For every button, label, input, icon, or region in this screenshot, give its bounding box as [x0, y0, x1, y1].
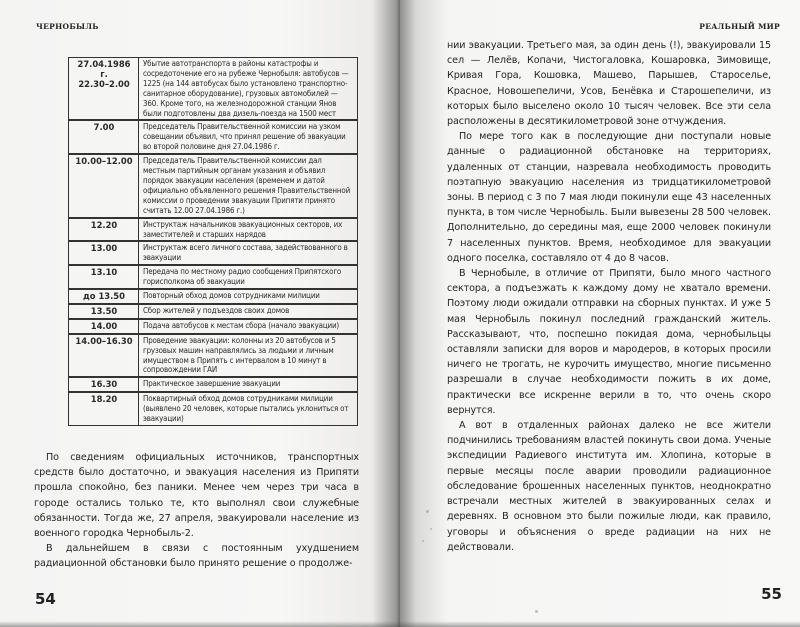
- table-row: [69, 377, 358, 392]
- time-cell: 13.10: [69, 265, 139, 289]
- table-row: [69, 154, 358, 217]
- scan-speck: [426, 510, 429, 513]
- paragraph: нии эвакуации. Третьего мая, за один день (!), эвакуировали 15 сел — Лелёв, Копачи, Чистогаловка, Кошаровка, Зимовище, Кривая Гора, Кошовка, Машево, Парышев, Староселье, Красное, Новошепеличи, Усов, Бенёвка и Старошепеличи, из которых было выселено около 10 тысяч человек. Все эти села расположены в десятикилометровой зоне отчуждения.: [447, 40, 771, 128]
- time-cell: 14.00–16.30: [69, 334, 139, 378]
- page-edge-shadow: [0, 621, 400, 627]
- time-cell: 13.50: [69, 304, 139, 319]
- running-head-left: ЧЕРНОБЫЛЬ: [36, 22, 99, 31]
- table-row: [69, 241, 358, 265]
- table-row: [69, 392, 358, 425]
- event-cell: Подача автобусов к местам сбора (начало эвакуации): [139, 319, 358, 334]
- time-cell: 14.00: [69, 319, 139, 334]
- table-row: [69, 319, 358, 334]
- event-cell: Повторный обход домов сотрудниками милиции: [139, 289, 358, 304]
- table-row: [69, 289, 358, 304]
- table-row: [69, 58, 358, 121]
- paragraph: По сведениям официальных источников, транспортных средств было достаточно, и эвакуация населения из Припяти прошла спокойно, без паники. Менее чем через три часа в городе остались только те, кто выполнял свои служебные обязанности. Тогда же, 27 апреля, эвакуировали население из военного городка Чернобыль-2.: [34, 452, 359, 540]
- scan-speck: [430, 528, 432, 530]
- paragraph: По мере того как в последующие дни поступали новые данные о радиационной обстановке на территориях, удаленных от станции, назревала необходимость проводить поэтапную эвакуацию населения из тридцатикилометровой зоны. В период с 3 по 7 мая люди покинули еще 43 населенных пункта, в том числе Чернобыль. Были вывезены 28 500 человек. Дополнительно, до середины мая, еще 2000 человек покинули 7 населенных пунктов. Время, необходимое для эвакуации одного поселка, составляло от 4 до 8 часов.: [447, 131, 771, 264]
- paragraph: А вот в отдаленных районах далеко не все жители подчинились требованиям властей покинуть свои дома. Ученые экспедиции Радиевого института им. Хлопина, которые в первые месяцы после аварии проводили радиационное обследование брошенных населенных пунктов, неоднократно встречали местных жителей в эвакуированных селах и деревнях. В основном это были пожилые люди, как правило, уговоры и объяснения о вреде радиации на них не действовали.: [447, 420, 771, 553]
- table-row: [69, 304, 358, 319]
- paragraph: В Чернобыле, в отличие от Припяти, было много частного сектора, а подъезжать к каждому дому не хватало времени. Поэтому люди ожидали отправки на сборных пунктах. И уже 5 мая Чернобыль покинул последний гражданский житель. Рассказывают, что, поспешно покидая дома, чернобыльцы оставляли записки для воров и мародеров, в которых просили ничего не трогать, не курочить имущество, многие письменно разрешали в случае необходимости пожить в их доме, практически все искренне верили в то, что очень скоро вернутся.: [447, 268, 771, 416]
- page-edge-shadow: [400, 621, 800, 627]
- table-row: [69, 218, 358, 242]
- left-page-text: [34, 450, 359, 572]
- event-cell: Председатель Правительственной комиссии на узком совещании объявил, что принял решение об эвакуации во второй половине дня 27.04.1986 г.: [139, 120, 358, 154]
- right-page: [400, 0, 800, 627]
- paragraph: В дальнейшем в связи с постоянным ухудшением радиационной обстановки было принято решение о продолже-: [34, 543, 359, 570]
- time-cell: 18.20: [69, 392, 139, 425]
- time-cell: 13.00: [69, 241, 139, 265]
- time-cell: 27.04.1986 г. 22.30–2.00: [69, 58, 139, 121]
- page-number-left: 54: [35, 590, 56, 608]
- time-cell: 16.30: [69, 377, 139, 392]
- event-cell: Инструктаж всего личного состава, задействованного в эвакуации: [139, 241, 358, 265]
- event-cell: Передача по местному радио сообщения Припятского горисполкома об эвакуации: [139, 265, 358, 289]
- right-page-text: [447, 38, 771, 555]
- running-head-right: РЕАЛЬНЫЙ МИР: [699, 22, 780, 31]
- event-cell: Проведение эвакуации: колонны из 20 автобусов и 5 грузовых машин направлялись за людьми и личным имуществом в Припять с интервалом в 10 минут в сопровождении ГАИ: [139, 334, 358, 378]
- page-number-right: 55: [761, 585, 782, 603]
- event-cell: Поквартирный обход домов сотрудниками милиции (выявлено 20 человек, которые пытались уклониться от эвакуации): [139, 392, 358, 425]
- event-cell: Практическое завершение эвакуации: [139, 377, 358, 392]
- evacuation-timeline-table: [68, 57, 358, 426]
- table-row: [69, 265, 358, 289]
- event-cell: Убытие автотранспорта в районы катастрофы и сосредоточение его на рубеже Чернобыля: автобусов — 1225 (на 144 автобусах было установлено транспортно-санитарное оборудование), грузовых автомобилей — 360. Кроме того, на железнодорожной станции Янов были подготовлены два дизель-поезда на 1500 мест: [139, 58, 358, 121]
- time-cell: 10.00–12.00: [69, 154, 139, 217]
- time-cell: 12.20: [69, 218, 139, 242]
- event-cell: Инструктаж начальников эвакуационных секторов, их заместителей и старших нарядов: [139, 218, 358, 242]
- table-row: [69, 334, 358, 378]
- time-cell: 7.00: [69, 120, 139, 154]
- event-cell: Сбор жителей у подъездов своих домов: [139, 304, 358, 319]
- scan-speck: [535, 610, 538, 613]
- event-cell: Председатель Правительственной комиссии дал местным партийным органам указания и объявил порядок эвакуации населения (временем и датой официально объявленного решения Правительственной комиссии о проведении эвакуации Припяти принято считать 12.00 27.04.1986 г.): [139, 154, 358, 217]
- table-row: [69, 120, 358, 154]
- time-cell: до 13.50: [69, 289, 139, 304]
- scan-speck: [422, 540, 424, 542]
